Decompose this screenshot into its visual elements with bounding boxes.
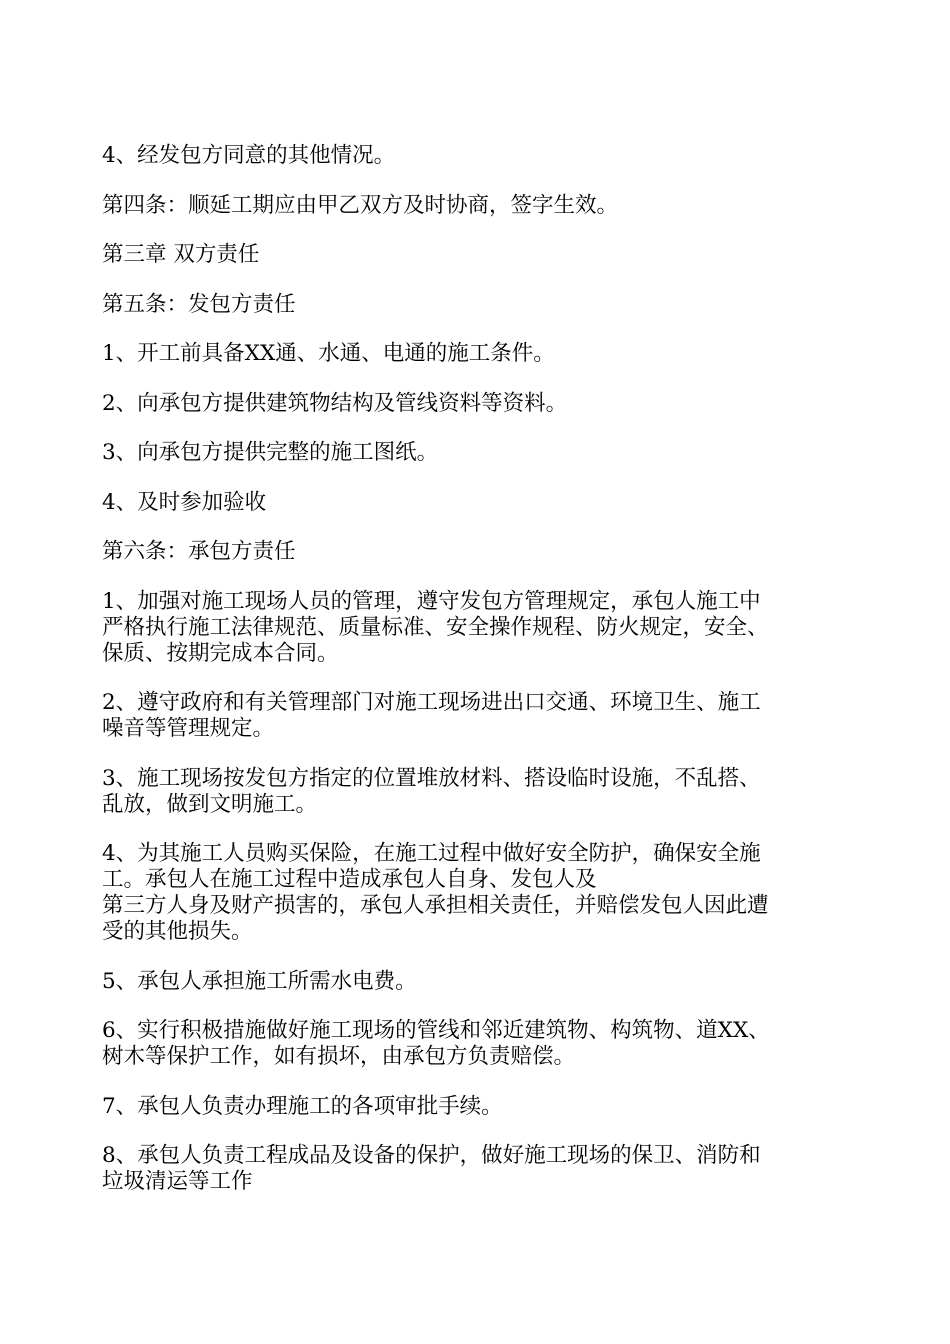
text-line: 7、承包人负责办理施工的各项审批手续。 — [102, 1093, 503, 1119]
paragraph — [102, 766, 854, 818]
text-line: 噪音等管理规定。 — [102, 716, 275, 741]
text-line: 3、施工现场按发包方指定的位置堆放材料、搭设临时设施，不乱搭、 — [102, 765, 761, 791]
text-line: 3、向承包方提供完整的施工图纸。 — [102, 440, 439, 465]
text-line: 保质、按期完成本合同。 — [102, 640, 339, 666]
article-heading — [102, 292, 854, 318]
text-line: 4、为其施工人员购买保险，在施工过程中做好安全防护，确保安全施 — [102, 841, 761, 866]
article-heading — [102, 539, 854, 565]
paragraph — [102, 143, 854, 169]
text-line: 受的其他损失。 — [102, 919, 253, 944]
paragraph — [102, 841, 854, 945]
paragraph — [102, 690, 854, 742]
text-line: 第三章 双方责任 — [102, 242, 260, 267]
text-line: 4、及时参加验收 — [102, 489, 267, 515]
text-line: 5、承包人承担施工所需水电费。 — [102, 968, 417, 994]
paragraph — [102, 440, 854, 466]
paragraph — [102, 490, 854, 516]
paragraph — [102, 1143, 854, 1195]
text-line: 树木等保护工作，如有损坏，由承包方负责赔偿。 — [102, 1044, 576, 1069]
text-line: 第三方人身及财产损害的，承包人承担相关责任，并赔偿发包人因此遭 — [102, 893, 769, 918]
text-line: 第五条：发包方责任 — [102, 291, 296, 317]
text-line: 第四条：顺延工期应由甲乙双方及时协商，签字生效。 — [102, 192, 619, 218]
text-line: 1、开工前具备XX通、水通、电通的施工条件。 — [102, 341, 555, 366]
paragraph — [102, 1018, 854, 1070]
text-line: 4、经发包方同意的其他情况。 — [102, 143, 396, 168]
chapter-heading — [102, 242, 854, 268]
text-line: 工。承包人在施工过程中造成承包人自身、发包人及 — [102, 867, 597, 892]
text-line: 2、遵守政府和有关管理部门对施工现场进出口交通、环境卫生、施工 — [102, 690, 761, 715]
text-line: 第六条：承包方责任 — [102, 539, 296, 564]
text-line: 垃圾清运等工作 — [102, 1169, 253, 1194]
text-line: 1、加强对施工现场人员的管理，遵守发包方管理规定，承包人施工中 — [102, 588, 761, 614]
text-line: 8、承包人负责工程成品及设备的保护，做好施工现场的保卫、消防和 — [102, 1143, 761, 1168]
paragraph — [102, 341, 854, 367]
text-line: 乱放，做到文明施工。 — [102, 791, 318, 817]
paragraph — [102, 193, 854, 219]
paragraph — [102, 391, 854, 417]
paragraph — [102, 969, 854, 995]
paragraph — [102, 589, 854, 667]
text-line: 严格执行施工法律规范、质量标准、安全操作规程、防火规定，安全、 — [102, 614, 769, 640]
text-line: 6、实行积极措施做好施工现场的管线和邻近建筑物、构筑物、道XX、 — [102, 1018, 770, 1043]
text-line: 2、向承包方提供建筑物结构及管线资料等资料。 — [102, 390, 568, 416]
document-body — [102, 143, 854, 1219]
paragraph — [102, 1094, 854, 1120]
